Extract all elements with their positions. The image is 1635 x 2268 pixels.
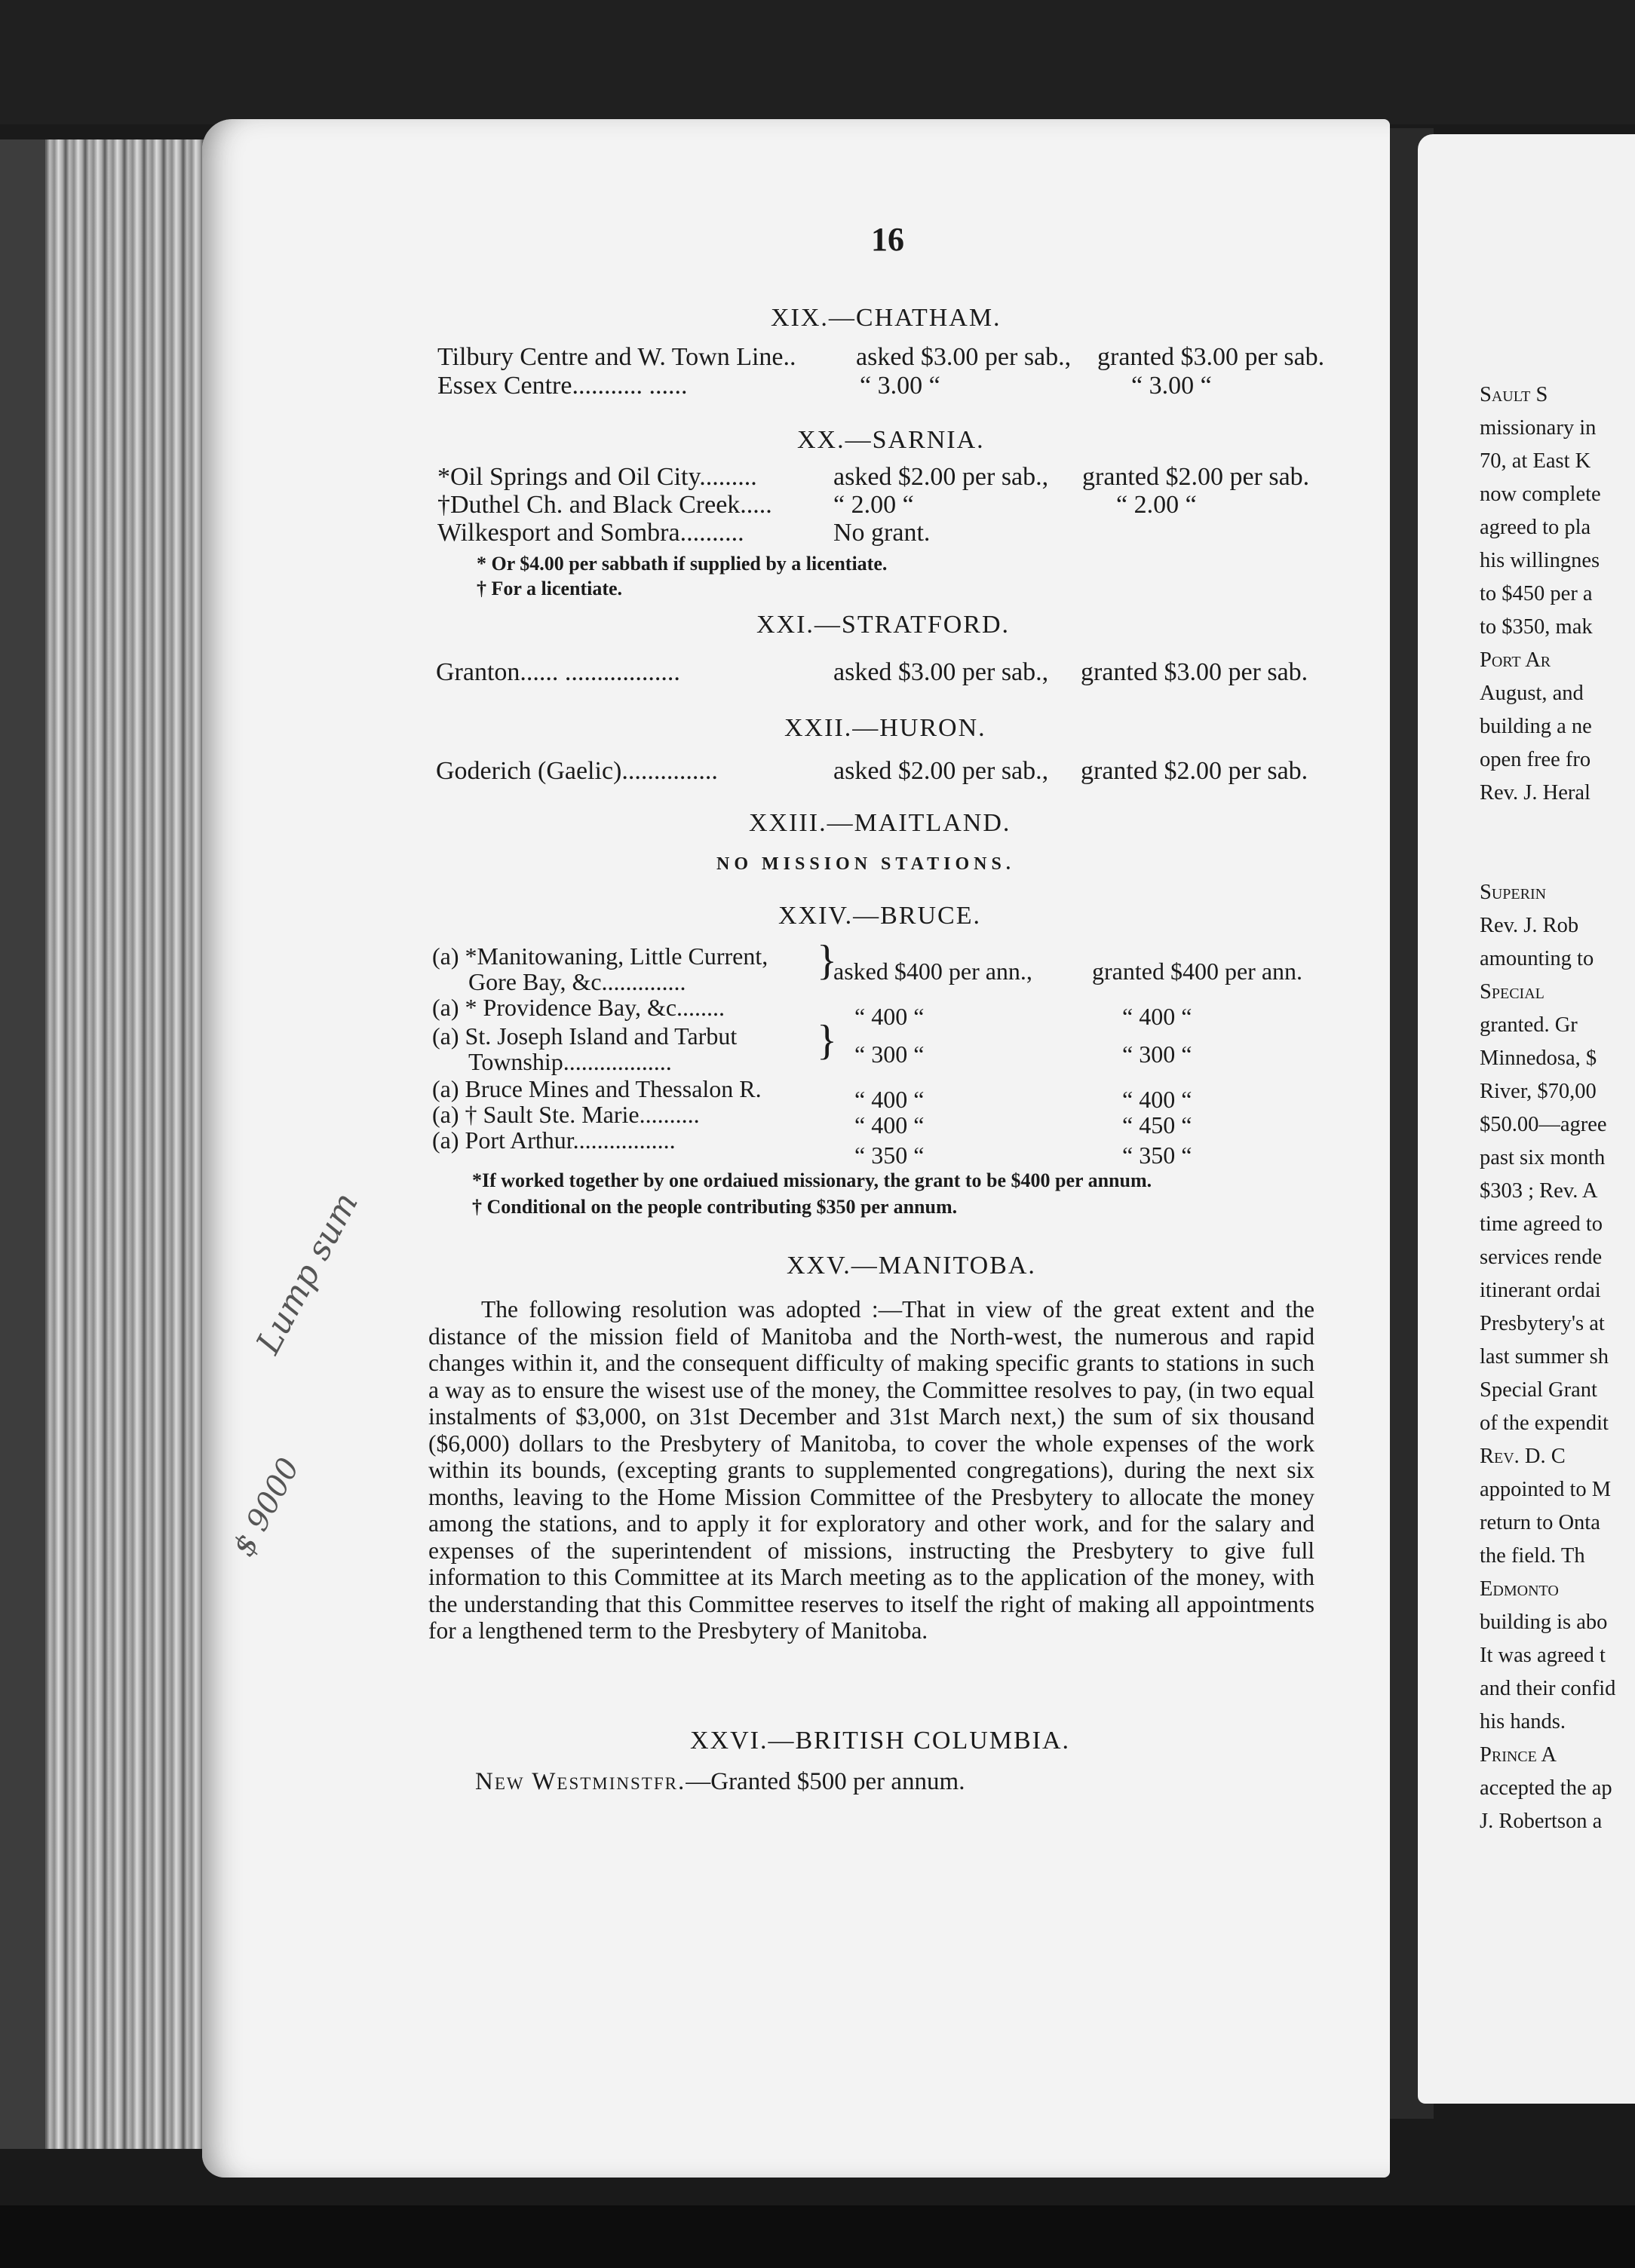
document-page — [202, 119, 1390, 2178]
asked-amount: “ 400 “ — [854, 1111, 925, 1139]
station-name: †Duthel Ch. and Black Creek..... — [437, 491, 772, 519]
facing-line: $303 ; Rev. A — [1480, 1179, 1598, 1203]
asked-amount: asked $2.00 per sab., — [833, 463, 1049, 491]
facing-line: to $350, mak — [1480, 615, 1593, 639]
resolution-paragraph — [428, 1296, 1314, 1644]
facing-line: Port Ar — [1480, 648, 1551, 672]
station-name: *Oil Springs and Oil City......... — [437, 463, 757, 491]
facing-line: accepted the ap — [1480, 1776, 1612, 1800]
paragraph-text: The following resolution was adopted :—That in view of the great extent and the distance of the mission field of Manitoba and the North-west, the numerous and rapid changes within it, and the consequent difficulty of making specific grants to stations in such a way as to ensure the wisest use of the money, the Committee resolves to pay, (in two equal instalments of $3,000, on 31st December and 31st March next,) the sum of six thousand ($6,000) dollars to the Presbytery of Manitoba, to cover the whole expenses of the work within its bounds, (excepting grants to supplemented congregations), during the next six months, leaving to the Home Mission Committee of the Presbytery to allocate the money among the stations, and to apply it for exploratory and other work, and for the salary and expenses of the superintendent of missions, instructing the Presbytery to give full information to this Committee at its March meeting as to the application of the money, with the understanding that this Committee reserves to itself the right of making all appointments for a lengthened term to the Presbytery of Manitoba. — [428, 1296, 1314, 1644]
facing-line: past six month — [1480, 1146, 1606, 1169]
station-name: New Westminstfr. — [475, 1768, 686, 1795]
facing-line: return to Onta — [1480, 1511, 1600, 1534]
facing-page-text — [1480, 379, 1635, 1838]
granted-amount: “ 3.00 “ — [1131, 372, 1212, 400]
station-name: Granton...... .................. — [436, 658, 680, 686]
brace-icon: } — [817, 1017, 837, 1064]
handwritten-note-amount: $ 9000 — [226, 1452, 307, 1562]
station-name: Wilkesport and Sombra.......... — [437, 519, 744, 547]
granted-amount: granted $3.00 per sab. — [1097, 343, 1325, 371]
facing-line: appointed to M — [1480, 1478, 1612, 1501]
asked-amount: asked $3.00 per sab., — [833, 658, 1049, 686]
facing-line: Superin — [1480, 881, 1547, 904]
facing-line: Minnedosa, $ — [1480, 1047, 1597, 1070]
page-number: 16 — [871, 221, 904, 258]
facing-line: River, $70,00 — [1480, 1080, 1597, 1103]
station-name: (a) St. Joseph Island and Tarbut — [432, 1022, 738, 1050]
facing-line: missionary in — [1480, 416, 1597, 440]
facing-line: building is abo — [1480, 1611, 1608, 1634]
facing-line: his hands. — [1480, 1710, 1566, 1733]
asked-amount: No grant. — [833, 519, 931, 547]
section-heading-bruce: XXIV.—BRUCE. — [778, 902, 981, 930]
facing-line: to $450 per a — [1480, 582, 1593, 605]
section-heading-sarnia: XX.—SARNIA. — [797, 426, 985, 454]
granted-amount: “ 350 “ — [1122, 1142, 1192, 1169]
asked-amount: “ 400 “ — [854, 1086, 925, 1113]
granted-amount: granted $2.00 per sab. — [1081, 757, 1308, 785]
station-name: (a) † Sault Ste. Marie.......... — [432, 1101, 700, 1128]
brace-icon: } — [817, 937, 837, 984]
scan-bottom-border — [0, 2205, 1635, 2268]
granted-amount: “ 400 “ — [1122, 1086, 1192, 1113]
asked-amount: “ 300 “ — [854, 1041, 925, 1068]
facing-line: It was agreed t — [1480, 1644, 1606, 1667]
facing-line — [1480, 810, 1635, 843]
asked-amount: asked $2.00 per sab., — [833, 757, 1049, 785]
station-name: Essex Centre........... ...... — [437, 372, 688, 400]
station-name: (a) Bruce Mines and Thessalon R. — [432, 1075, 762, 1102]
granted-amount: “ 300 “ — [1122, 1041, 1192, 1068]
asked-amount: asked $3.00 per sab., — [856, 343, 1072, 371]
granted-amount: “ 2.00 “ — [1116, 491, 1197, 519]
scan-top-border — [0, 0, 1635, 124]
asked-amount: “ 2.00 “ — [833, 491, 914, 519]
british-columbia-line — [475, 1768, 965, 1796]
facing-line: amounting to — [1480, 947, 1594, 970]
section-subheading: NO MISSION STATIONS. — [716, 854, 1015, 874]
station-name: (a) Port Arthur................. — [432, 1126, 676, 1154]
section-heading-huron: XXII.—HURON. — [784, 714, 986, 742]
station-name: Goderich (Gaelic)............... — [436, 757, 718, 785]
facing-line: of the expendit — [1480, 1411, 1609, 1435]
granted-amount: granted $2.00 per sab. — [1082, 463, 1310, 491]
book-spine-shadow — [0, 139, 45, 2149]
facing-line: services rende — [1480, 1246, 1603, 1269]
facing-line: $50.00—agree — [1480, 1113, 1607, 1136]
facing-line: now complete — [1480, 483, 1601, 506]
facing-line: granted. Gr — [1480, 1013, 1578, 1037]
facing-line: Edmonto — [1480, 1577, 1559, 1601]
facing-line: Rev. J. Rob — [1480, 914, 1579, 937]
granted-amount: granted $400 per ann. — [1092, 958, 1303, 985]
facing-line: building a ne — [1480, 715, 1592, 738]
facing-line: Sault S — [1480, 383, 1548, 406]
section-heading-manitoba: XXV.—MANITOBA. — [787, 1252, 1036, 1280]
asked-amount: asked $400 per ann., — [833, 958, 1032, 985]
facing-line — [1480, 843, 1635, 876]
facing-line: J. Robertson a — [1480, 1810, 1603, 1833]
facing-line: Rev. D. C — [1480, 1445, 1566, 1468]
footnote: *If worked together by one ordaiued missionary, the grant to be $400 per annum. — [472, 1169, 1152, 1191]
station-name-continued: Township.................. — [468, 1048, 672, 1075]
station-name: (a) *Manitowaning, Little Current, — [432, 942, 768, 970]
asked-amount: “ 400 “ — [854, 1003, 925, 1030]
facing-line: open free fro — [1480, 748, 1591, 771]
station-name: (a) * Providence Bay, &c........ — [432, 994, 725, 1021]
section-heading-chatham: XIX.—CHATHAM. — [771, 304, 1002, 332]
facing-line: Prince A — [1480, 1743, 1557, 1767]
facing-line: and their confid — [1480, 1677, 1616, 1700]
facing-line: Special — [1480, 980, 1545, 1004]
footnote: † For a licentiate. — [477, 578, 623, 599]
asked-amount: “ 350 “ — [854, 1142, 925, 1169]
footnote: † Conditional on the people contributing $350 per annum. — [472, 1196, 958, 1218]
granted-amount: granted $3.00 per sab. — [1081, 658, 1308, 686]
footnote: * Or $4.00 per sabbath if supplied by a licentiate. — [477, 553, 888, 575]
facing-line: Rev. J. Heral — [1480, 781, 1591, 805]
section-heading-british-columbia: XXVI.—BRITISH COLUMBIA. — [690, 1727, 1071, 1755]
granted-amount: “ 400 “ — [1122, 1003, 1192, 1030]
facing-line: agreed to pla — [1480, 516, 1591, 539]
facing-line: the field. Th — [1480, 1544, 1585, 1568]
facing-line: itinerant ordai — [1480, 1279, 1601, 1302]
station-name-continued: Gore Bay, &c.............. — [468, 968, 686, 995]
facing-line: August, and — [1480, 682, 1584, 705]
section-heading-maitland: XXIII.—MAITLAND. — [749, 809, 1011, 837]
station-name: Tilbury Centre and W. Town Line.. — [437, 343, 796, 371]
facing-line: Presbytery's at — [1480, 1312, 1605, 1335]
grant-text: —Granted $500 per annum. — [686, 1768, 965, 1795]
facing-line: last summer sh — [1480, 1345, 1609, 1368]
section-heading-stratford: XXI.—STRATFORD. — [756, 611, 1011, 639]
facing-line: his willingnes — [1480, 549, 1600, 572]
asked-amount: “ 3.00 “ — [860, 372, 940, 400]
granted-amount: “ 450 “ — [1122, 1111, 1192, 1139]
facing-line: Special Grant — [1480, 1378, 1597, 1402]
handwritten-note-lump-sum: Lump sum — [249, 1186, 366, 1360]
facing-line: 70, at East K — [1480, 449, 1591, 473]
facing-line: time agreed to — [1480, 1212, 1603, 1236]
